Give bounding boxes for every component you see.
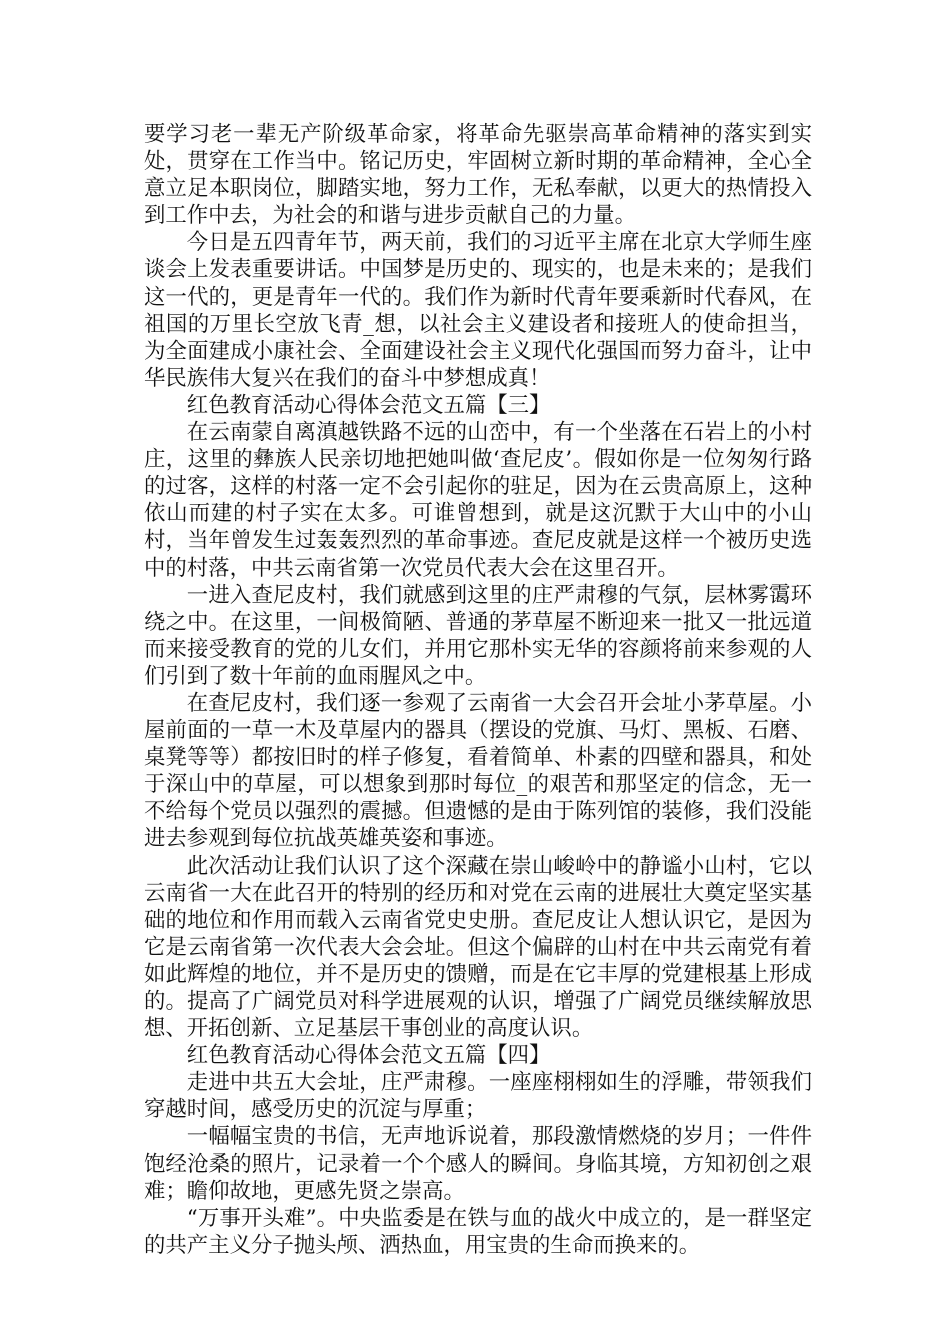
paragraph-6: 此次活动让我们认识了这个深藏在崇山峻岭中的静谧小山村，它以云南省一大在此召开的特别的经历和对党在云南的进展壮大奠定坚实基础的地位和作用而载入云南省党史史册。查尼皮让人想认识它，是因为它是云南省第一次代表大会会址。但这个偏辟的山村在中共云南党有着如此辉煌的地位，并不是历史的馈赠，而是在它丰厚的党建根基上形成的。提高了广阔党员对科学进展观的认识，增强了广阔党员继续解放思想、开拓创新、立足基层干事创业的高度认识。: [144, 853, 812, 1042]
paragraph-3: 在云南蒙自离滇越铁路不远的山峦中，有一个坐落在石岩上的小村庄，这里的彝族人民亲切地把她叫做‘查尼皮’。假如你是一位匆匆行路的过客，这样的村落一定不会引起你的驻足，因为在云贵高原上，这种依山而建的村子实在太多。可谁曾想到，就是这沉默于大山中的小山村，当年曾发生过轰轰烈烈的革命事迹。查尼皮就是这样一个被历史选中的村落，中共云南省第一次党员代表大会在这里召开。: [144, 420, 812, 581]
paragraph-7: 走进中共五大会址，庄严肃穆。一座座栩栩如生的浮雕，带领我们穿越时间，感受历史的沉淀与厚重；: [144, 1070, 812, 1123]
paragraph-1: 要学习老一辈无产阶级革命家，将革命先驱崇高革命精神的落实到实处，贯穿在工作当中。铭记历史，牢固树立新时期的革命精神，全心全意立足本职岗位，脚踏实地，努力工作，无私奉献，以更大的热情投入到工作中去，为社会的和谐与进步贡献自己的力量。: [144, 122, 812, 229]
section-heading-3: 红色教育活动心得体会范文五篇【三】: [186, 392, 551, 418]
paragraph-5: 在查尼皮村，我们逐一参观了云南省一大会召开会址小茅草屋。小屋前面的一草一木及草屋内的器具（摆设的党旗、马灯、黑板、石磨、桌凳等等）都按旧时的样子修复，看着简单、朴素的四壁和器具，和处于深山中的草屋，可以想象到那时每位_的艰苦和那坚定的信念，无一不给每个党员以强烈的震撼。但遗憾的是由于陈列馆的装修，我们没能进去参观到每位抗战英雄英姿和事迹。: [144, 690, 812, 852]
paragraph-4: 一进入查尼皮村，我们就感到这里的庄严肃穆的气氛，层林雾霭环绕之中。在这里，一间极简陋、普通的茅草屋不断迎来一批又一批远道而来接受教育的党的儿女们，并用它那朴实无华的容颜将前来参观的人们引到了数十年前的血雨腥风之中。: [144, 582, 812, 689]
paragraph-8: 一幅幅宝贵的书信，无声地诉说着，那段激情燃烧的岁月；一件件饱经沧桑的照片，记录着一个个感人的瞬间。身临其境，方知初创之艰难；瞻仰故地，更感先贤之崇高。: [144, 1124, 812, 1204]
section-heading-4: 红色教育活动心得体会范文五篇【四】: [186, 1043, 551, 1069]
paragraph-9: “万事开头难”。中央监委是在铁与血的战火中成立的，是一群坚定的共产主义分子抛头颅、洒热血，用宝贵的生命而换来的。: [144, 1205, 812, 1258]
document-page: [144, 121, 812, 1259]
paragraph-2: 今日是五四青年节，两天前，我们的习近平主席在北京大学师生座谈会上发表重要讲话。中国梦是历史的、现实的，也是未来的；是我们这一代的，更是青年一代的。我们作为新时代青年要乘新时代春风，在祖国的万里长空放飞青_想，以社会主义建设者和接班人的使命担当，为全面建成小康社会、全面建设社会主义现代化强国而努力奋斗，让中华民族伟大复兴在我们的奋斗中梦想成真！: [144, 230, 812, 391]
